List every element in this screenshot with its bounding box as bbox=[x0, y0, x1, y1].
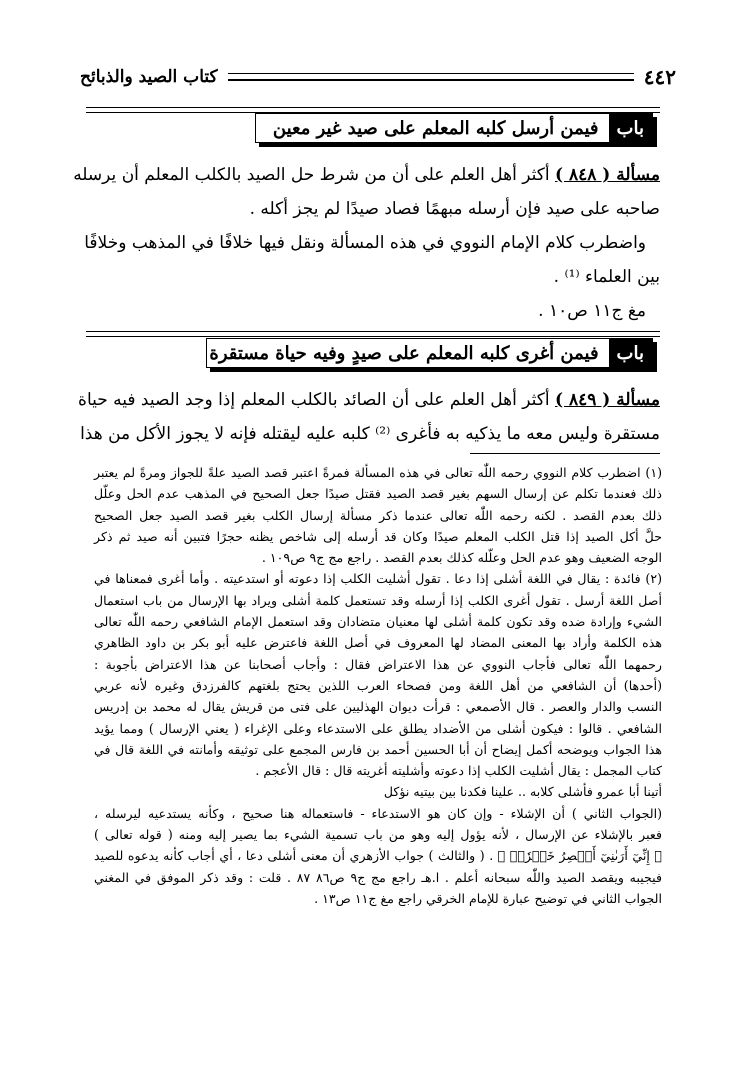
footnote-line: هذا الجواب ويوضحه أكمل إيضاح أن أبا الحسين أحمد بن فارس المجمع على توثيقه وأمانته في اللغة قال في bbox=[94, 741, 662, 757]
section-body bbox=[73, 158, 660, 328]
footnote-line: (الجواب الثاني ) أن الإشلاء - وإن كان هو الاستدعاء - فاستعماله هنا صحيح ، وكأنه يستدعيه ليرسله ، bbox=[94, 805, 662, 821]
footnote-line: فعبر بالإشلاء عن الإرسال ، لأنه يؤول إليه وهو من باب تسمية الشيء بما يصير إليه ومنه ( قوله تعالى ) bbox=[94, 827, 662, 843]
footnote-line: (١) اضطرب كلام النووي رحمه اللّٰه تعالى في هذه المسألة فمرةً اعتبر قصد الصيد علةً للجواز ومرةً لم يعتبر bbox=[94, 465, 662, 480]
masala-label: مسألة ( ٨٤٩ ) bbox=[554, 390, 660, 410]
footnote-line: كتاب المجمل : يقال أشليت الكلب إذا دعوته وأشليته أغريته قال : قال الأعجم . bbox=[255, 763, 662, 779]
chapter-label: باب bbox=[609, 114, 652, 142]
footnote-rule bbox=[470, 453, 660, 454]
header-rule bbox=[228, 73, 634, 81]
footnote-line: الشافعي . قالوا : فيكون أشلى من الأضداد يطلق على الاستدعاء وعلى الإغراء ( يعني الإرسال ) ومما يؤيد bbox=[94, 720, 662, 736]
text-line: واضطرب كلام الإمام النووي في هذه المسألة ونقل فيها خلافًا في المذهب وخلافًا bbox=[84, 233, 646, 253]
chapter-title: فيمن أغرى كلبه المعلم على صيدٍ وفيه حياة مستقرة bbox=[209, 342, 599, 364]
page-header bbox=[80, 64, 676, 90]
section-body bbox=[78, 383, 660, 451]
running-title: كتاب الصيد والذبائح bbox=[80, 67, 218, 87]
verse-line: أتينا أبا عمرو فأشلى كلابه .. علينا فكدنا بين بيتيه نؤكل bbox=[383, 784, 662, 800]
masala-label: مسألة ( ٨٤٨ ) bbox=[554, 165, 660, 185]
footnote-line: فيجيبه ويقصد الصيد واللّٰه سبحانه أعلم . ا.هـ راجع مج ج٩ ص٨٦ ٨٧ . قلت : وقد ذكر الموفق في المغني bbox=[94, 869, 662, 885]
footnote-line: ذلك بعدم القصد . لكنه رحمه اللّٰه تعالى عندما ذكر مسألة إرسال الكلب بغير قصد الصيد جعل الصحيح bbox=[94, 507, 662, 523]
footnote-line: (أحدها) أن الشافعي من أهل اللغة ومن فصحاء العرب اللذين يحتج بلغتهم كالفرزدق وغيره لأنه عربي bbox=[94, 677, 662, 693]
footnote-line: أصل اللغة أرسل . تقول أغرى الكلب إذا أرسله وقد تستعمل كلمة أشلى ويراد بها الإرسال من باب استعمال bbox=[94, 592, 662, 608]
text-line: مغ ج١١ ص١٠ . bbox=[538, 301, 646, 321]
footnote-line: رحمهما اللّٰه تعالى فأجاب النووي عن هذا الاعتراض فقال : وأجاب أصحابنا عن هذا الاعتراض بأجوبة : bbox=[94, 656, 662, 672]
chapter-title: فيمن أرسل كلبه المعلم على صيد غير معين bbox=[272, 117, 599, 139]
chapter-label: باب bbox=[609, 339, 652, 367]
chapter-rule bbox=[86, 331, 660, 337]
text-line bbox=[73, 158, 660, 192]
text-line: صاحبه على صيد فإن أرسله مبهمًا فصاد صيدًا لم يجز أكله . bbox=[249, 199, 660, 219]
chapter-heading bbox=[255, 113, 653, 143]
footnote-line: (٢) فائدة : يقال في اللغة أشلى إذا دعا . تقول أشليت الكلب إذا دعوته أو استدعيته . وأما أغرى فمعناها في bbox=[94, 571, 662, 587]
text-line: مستقرة وليس معه ما يذكيه به فأغرى ⁽²⁾ كلبه عليه ليقتله فإنه لا يجوز الأكل من هذا bbox=[80, 424, 660, 444]
footnote-line: حلَّ أكل الصيد إذا قتل الكلب المعلم صيدًا وكان قد أرسله إلى شاخص يظنه حجرًا فتبين أنه صيد ثم ذكر bbox=[94, 528, 662, 544]
text-line bbox=[78, 383, 660, 417]
footnote-line: الجواب الثاني في توضيح عبارة للإمام الخرقي راجع مغ ج١١ ص١٣ . bbox=[314, 890, 662, 906]
page-number: ٤٤٢ bbox=[643, 65, 676, 89]
text-run: أكثر أهل العلم على أن من شرط حل الصيد بالكلب المعلم أن يرسله bbox=[73, 165, 550, 185]
footnote-line: الشيء وإرادة ضده وقد تكون كلمة أشلى لها معنيان متضادان وقد استعمل الإمام الشافعي رحمه اللّٰه تعالى bbox=[94, 614, 662, 630]
chapter-heading bbox=[206, 338, 653, 368]
footnote-line: ذلك فعندما تكلم عن إرسال السهم بغير قصد الصيد فقتل صيدًا جعل الصحيح في المذهب عدم الحل وعلّل bbox=[94, 486, 662, 502]
footnote-line: ﴿ إِنِّيٓ أَرَىٰنِيٓ أَعۡصِرُ خَمۡرٗاۖ ﴾ . ( والثالث ) جواب الأزهري أن معنى أشلى دعا ، أي أجاب كأنه يدعوه للصيد bbox=[94, 848, 662, 864]
footnotes bbox=[94, 462, 662, 909]
text-line: بين العلماء ⁽¹⁾ . bbox=[553, 267, 660, 287]
footnote-line: النسب والدار والعصر . قال الأصمعي : قرأت ديوان الهذليين على فتى من قريش يقال له محمد بن إدريس bbox=[94, 699, 662, 715]
footnote-line: هذه الكلمة وأراد بها المعنى المضاد لها المعروف في أصل اللغة فاعترض عليه أبو بكر بن داود الظاهري bbox=[94, 635, 662, 651]
text-run: أكثر أهل العلم على أن الصائد بالكلب المعلم إذا وجد الصيد فيه حياة bbox=[78, 390, 550, 410]
footnote-line: الوجه الضعيف وهو عدم الحل وعلّله كذلك بعدم القصد . راجع مج ج٩ ص١٠٩ . bbox=[261, 550, 662, 566]
